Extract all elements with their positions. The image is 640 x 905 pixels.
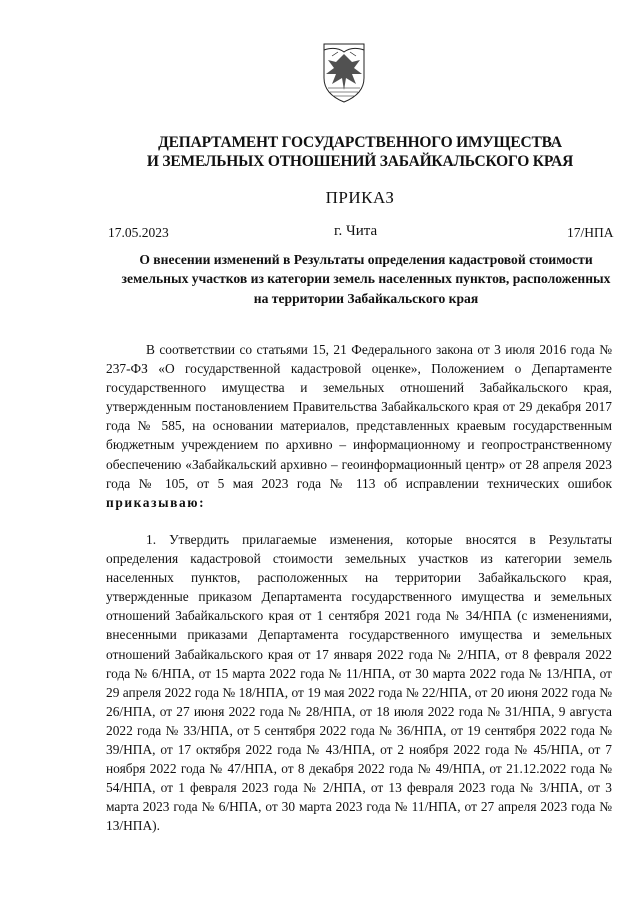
document-type: ПРИКАЗ (325, 188, 395, 207)
order-number: 17/НПА (567, 225, 614, 240)
department-line-2: И ЗЕМЕЛЬНЫХ ОТНОШЕНИЙ ЗАБАЙКАЛЬСКОГО КРАЯ (146, 153, 574, 170)
preamble-paragraph (106, 340, 612, 512)
item-1-paragraph: 1. Утвердить прилагаемые изменения, которые вносятся в Результаты определения кадастровой стоимости земельных участков из категории земель населенных пунктов, расположенных на территории Забайкальского края, утвержденные приказом Департамента государственного имущества и земельных отношений Забайкальского края от 1 сентября 2021 года № 34/НПА (с изменениями, внесенными приказами Департамента государственного имущества и земельных отношений Забайкальского края от 17 января 2022 года № 2/НПА, от 8 февраля 2022 года № 6/НПА, от 15 марта 2022 года № 11/НПА, от 30 марта 2022 года № 13/НПА, от 29 апреля 2022 года № 18/НПА, от 19 мая 2022 года № 22/НПА, от 20 июня 2022 года № 26/НПА, от 27 июня 2022 года № 28/НПА, от 18 июля 2022 года № 31/НПА, 9 августа 2022 года № 33/НПА, от 5 сентября 2022 года № 36/НПА, от 19 сентября 2022 года № 39/НПА, от 17 октября 2022 года № 43/НПА, от 2 ноября 2022 года № 45/НПА, от 7 ноября 2022 года № 47/НПА, от 8 декабря 2022 года № 49/НПА, от 21.12.2022 года № 54/НПА, от 1 февраля 2023 года № 2/НПА, от 13 февраля 2023 года № 3/НПА, от 3 марта 2023 года № 6/НПА, от 30 марта 2023 года № 11/НПА, от 27 апреля 2023 года № 13/НПА). (106, 532, 612, 834)
order-date: 17.05.2023 (108, 225, 169, 240)
order-word: приказываю: (106, 494, 206, 510)
preamble-text: В соответствии со статьями 15, 21 Федерального закона от 3 июля 2016 года № 237-ФЗ «О государственной кадастровой оценке», Положением о Департаменте государственного имущества и земельных отношений Забайкальского края, утвержденным постановлением Правительства Забайкальского края от 29 декабря 2017 года № 585, на основании материалов, представленных краевым государственным бюджетным учреждением по архивно – информационному и геопространственному обеспечению «Забайкальский архивно – геоинформационный центр» от 28 апреля 2023 года № 105, от 5 мая 2023 года № 113 об исправлении технических ошибок (106, 342, 612, 491)
department-name (60, 133, 640, 171)
order-city: г. Чита (334, 223, 378, 239)
order-subject: О внесении изменений в Результаты определения кадастровой стоимости земельных участков из категории земель населенных пунктов, расположенных на территории Забайкальского края (121, 252, 611, 306)
coat-of-arms-emblem (318, 40, 370, 104)
department-line-1: ДЕПАРТАМЕНТ ГОСУДАРСТВЕННОГО ИМУЩЕСТВА (158, 134, 562, 151)
